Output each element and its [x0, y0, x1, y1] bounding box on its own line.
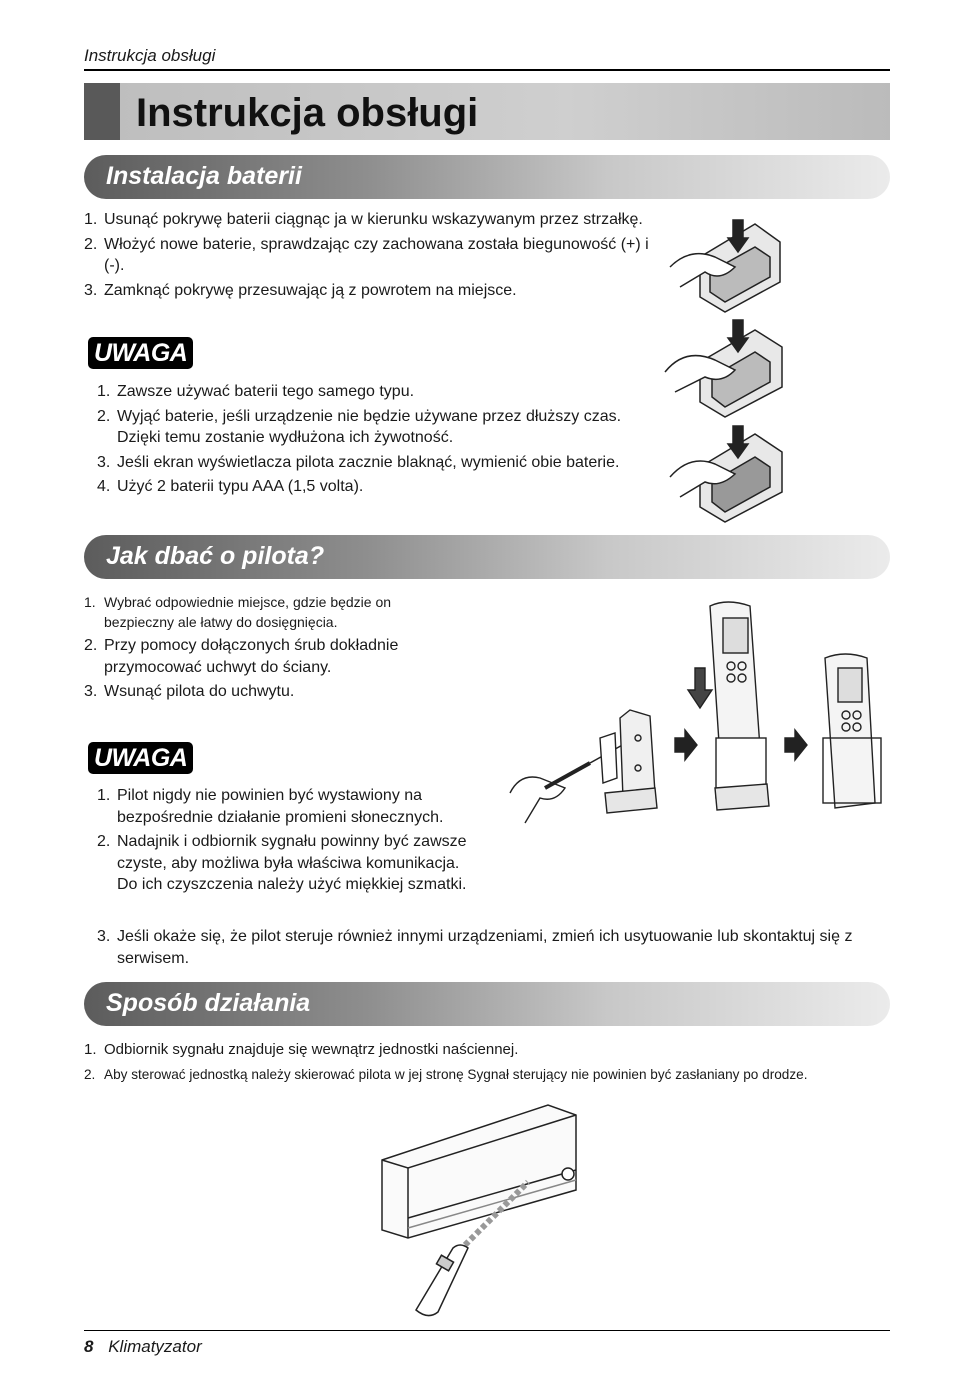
page-number: 8	[84, 1337, 94, 1356]
battery-steps	[84, 209, 684, 304]
air-conditioner-icon	[382, 1105, 576, 1238]
hand-icon	[510, 777, 565, 823]
footer-rule	[84, 1330, 890, 1331]
list-item: 2. Nadajnik i odbiornik sygnału powinny być zawsze czyste, aby możliwa była właściwa komunikacja. Do ich czyszczenia należy użyć miękkiej szmatki.	[97, 833, 467, 893]
page-title-bar	[84, 83, 890, 140]
operation-steps	[84, 1039, 894, 1088]
wall-holder-icon	[600, 710, 657, 813]
list-item: 2. Przy pomocy dołączonych śrub dokładnie przymocować uchwyt do ściany.	[84, 637, 399, 676]
list-item: 1. Pilot nigdy nie powinien być wystawiony na bezpośrednie działanie promieni słonecznych.	[97, 787, 444, 826]
page-title: Instrukcja obsługi	[136, 91, 479, 135]
header-rule	[84, 69, 890, 71]
screwdriver-icon	[545, 763, 590, 788]
arrow-down-icon	[688, 668, 712, 708]
running-header: Instrukcja obsługi	[84, 46, 216, 65]
battery-notes	[97, 381, 662, 501]
list-item: 3. Jeśli okaże się, że pilot steruje również innymi urządzeniami, zmień ich usytuowanie lub skontaktuj się z serwisem.	[97, 928, 853, 967]
remote-care-steps	[84, 592, 434, 706]
section-heading-label: Jak dbać o pilota?	[106, 542, 325, 570]
section-heading-battery	[84, 155, 890, 199]
indoor-unit-illustration	[378, 1100, 583, 1318]
battery-illustration	[660, 212, 790, 527]
remote-holder-illustration	[505, 598, 890, 833]
remote-care-notes	[97, 785, 477, 899]
section-heading-label: Sposób działania	[106, 989, 311, 1017]
footer-doc-name: Klimatyzator	[108, 1337, 202, 1356]
list-item: 2. Włożyć nowe baterie, sprawdzając czy zachowana została biegunowość (+) i (-).	[84, 235, 649, 274]
section-heading-label: Instalacja baterii	[106, 162, 302, 190]
section-heading-operation	[84, 982, 890, 1026]
remote-in-holder-icon	[823, 654, 881, 808]
list-item: 4. Użyć 2 baterii typu AAA (1,5 volta).	[97, 478, 364, 495]
list-item: 2. Wyjąć baterie, jeśli urządzenie nie będzie używane przez dłuższy czas. Dzięki temu zostanie wydłużona ich żywotność.	[97, 407, 622, 446]
warning-badge: UWAGA	[88, 337, 193, 369]
remote-control-icon	[416, 1245, 468, 1316]
arrow-right-icon	[785, 730, 807, 760]
list-item: 3. Zamknąć pokrywę przesuwając ją z powrotem na miejsce.	[84, 281, 517, 299]
remote-control-icon	[710, 602, 769, 810]
list-item: 2. Aby sterować jednostką należy skierować pilota w jej stronę Sygnał sterujący nie powinien być zasłaniany po drodze.	[84, 1066, 808, 1082]
page-footer	[84, 1337, 202, 1357]
list-item: 1. Usunąć pokrywę baterii ciągnąc ja w kierunku wskazywanym przez strzałkę.	[84, 211, 643, 228]
list-item: 1. Zawsze używać baterii tego samego typu.	[97, 383, 415, 400]
list-item: 3. Wsunąć pilota do uchwytu.	[84, 683, 295, 700]
warning-badge: UWAGA	[88, 742, 193, 774]
section-heading-remote-care	[84, 535, 890, 579]
remote-care-notes-cont	[97, 926, 897, 972]
title-marker	[84, 83, 120, 140]
remote-back-icon	[665, 220, 782, 522]
list-item: 3. Jeśli ekran wyświetlacza pilota zacznie blaknąć, wymienić obie baterie.	[97, 453, 620, 471]
arrow-right-icon	[675, 730, 697, 760]
list-item: 1. Odbiornik sygnału znajduje się wewnątrz jednostki naściennej.	[84, 1041, 519, 1058]
list-item: 1. Wybrać odpowiednie miejsce, gdzie będzie on bezpieczny ale łatwy do dosięgnięcia.	[84, 594, 392, 630]
